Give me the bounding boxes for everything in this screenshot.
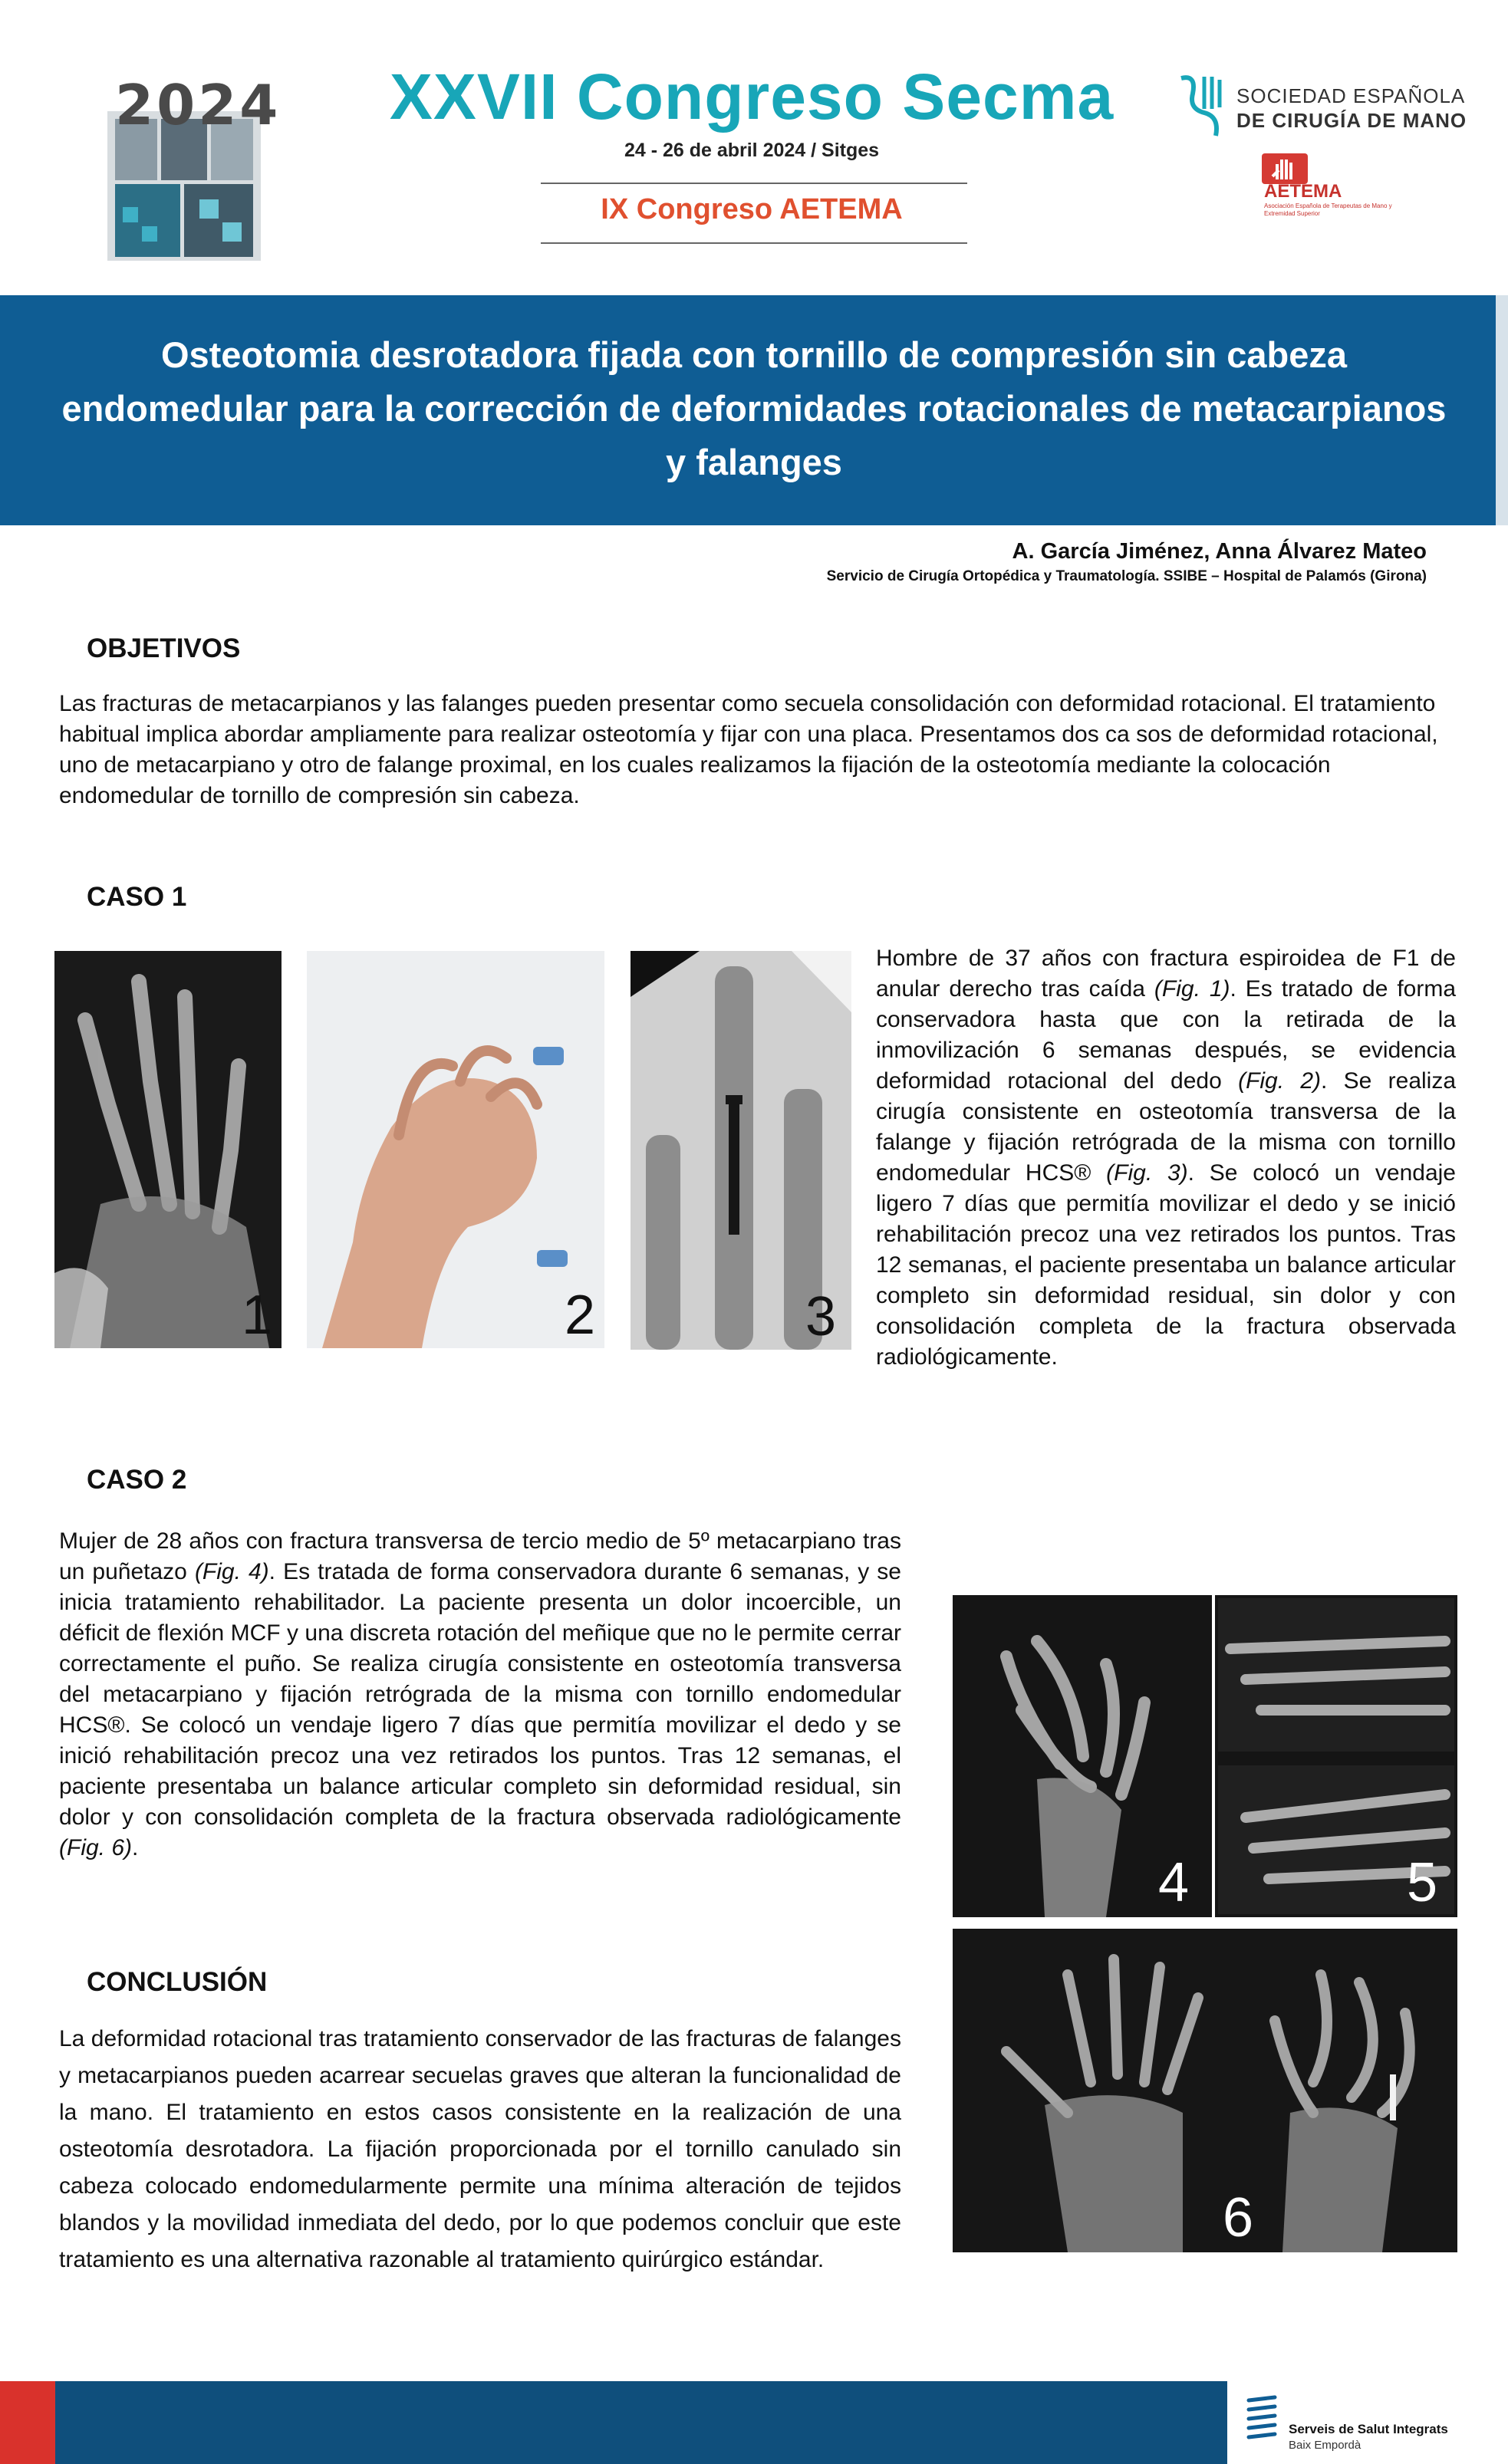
figure-5-xray xyxy=(1215,1595,1457,1917)
figure-label: 6 xyxy=(1223,2187,1254,2249)
poster-title: Osteotomia desrotadora fijada con tornillo de compresión sin cabeza endomedular para la corrección de deformidades rotacionales de metacarpianos y falanges xyxy=(61,334,1447,482)
objetivos-heading: OBJETIVOS xyxy=(87,633,241,663)
authors: A. García Jiménez, Anna Álvarez Mateo xyxy=(1012,539,1427,564)
figure-6-xray xyxy=(953,1929,1457,2252)
secma-logo-text: SOCIEDAD ESPAÑOLA xyxy=(1236,84,1466,107)
conclusion-heading: CONCLUSIÓN xyxy=(87,1967,268,1997)
conclusion-text: La deformidad rotacional tras tratamiento conservador de las fracturas de falanges y metacarpianos pueden acarrear secuelas graves que alteran la funcionalidad de la mano. El tratamiento en estos casos consistente en la realización de una osteotomía desrotadora. La fijación proporcionada por el tornillo canulado sin cabeza colocado endomedularmente permite una mínima alteración de tejidos blandos y la movilidad inmediata del dedo, por lo que podemos concluir que este tratamiento es una alternativa razonable al tratamiento quirúrgico estándar. xyxy=(59,2026,901,2272)
aetema-logo-desc: Asociación Española de Terapeutas de Mano y Extremidad Superior xyxy=(1264,202,1392,217)
ssibe-logo-icon xyxy=(1243,2391,1281,2449)
fig-ref: (Fig. 6) xyxy=(59,1835,133,1860)
fig-ref: (Fig. 2) xyxy=(1238,1068,1322,1094)
caso2-text-part: Mujer de 28 años con fractura transversa de tercio medio de 5º metacarpiano tras un puñetazo xyxy=(59,1528,901,1584)
caso2-text xyxy=(59,1526,901,1864)
aetema-logo-text: AETEMA xyxy=(1264,181,1342,202)
figure-label: 2 xyxy=(564,1285,595,1346)
title-band-edge xyxy=(1496,295,1508,525)
caso2-text-part: . xyxy=(132,1835,139,1860)
affiliation: Servicio de Cirugía Ortopédica y Traumatología. SSIBE – Hospital de Palamós (Girona) xyxy=(826,568,1427,584)
caso2-text-part: . Es tratada de forma conservadora durante 6 semanas, y se inicia tratamiento rehabilitador. La paciente presenta un dolor incoercible, un déficit de flexión MCF y una discreta rotación del meñique que no le permite cerrar correctamente el puño. Se realiza cirugía consistente en osteotomía transversa del metacarpiano y fijación retrógrada de la misma con tornillo endomedular HCS®. Se colocó un vendaje ligero 7 días que permitía movilizar el dedo y se inició rehabilitación precoz una vez retirados los puntos. Tras 12 semanas, el paciente presentaba un balance articular completo sin deformidad residual, sin dolor y con consolidación completa de la fractura observada radiológicamente xyxy=(59,1559,901,1830)
congress-title: XXVII Congreso Secma xyxy=(389,61,1115,133)
figure-1-xray xyxy=(54,951,282,1348)
figure-label: 4 xyxy=(1157,1852,1189,1913)
figure-label: 5 xyxy=(1406,1852,1437,1913)
caso1-heading: CASO 1 xyxy=(87,882,187,912)
caso1-text xyxy=(876,943,1456,1373)
fig-ref: (Fig. 1) xyxy=(1154,976,1230,1002)
figure-2-photo xyxy=(307,951,604,1348)
congress-dates: 24 - 26 de abril 2024 / Sitges xyxy=(624,140,880,161)
divider xyxy=(541,242,967,244)
caso1-text-part: . Se realiza cirugía consistente en osteotomía transversa de la falange y fijación retrógrada de la misma con tornillo endomedular HCS® xyxy=(876,1068,1457,1186)
congress-year: 2024 xyxy=(115,73,282,137)
figure-label: 1 xyxy=(241,1285,272,1346)
caso1-text-part: . Se colocó un vendaje ligero 7 días que permitía movilizar el dedo y se inició rehabilitación precoz una vez retirados los puntos. Tras 12 semanas, el paciente presentaba un balance articular completo sin deformidad residual, sin dolor y con consolidación completa de la fractura observada radiológicamente. xyxy=(876,1160,1456,1370)
fig-ref: (Fig. 3) xyxy=(1106,1160,1188,1186)
caso2-heading: CASO 2 xyxy=(87,1465,187,1495)
footer-logo-text: Serveis de Salut Integrats xyxy=(1289,2422,1448,2436)
footer-accent xyxy=(0,2381,55,2464)
footer-logo-subtext: Baix Empordà xyxy=(1289,2439,1361,2452)
aetema-hand-icon xyxy=(1262,153,1308,184)
divider xyxy=(541,183,967,184)
secma-logo-text: DE CIRUGÍA DE MANO xyxy=(1236,109,1467,132)
caso1-text-part: . Es tratado de forma conservadora hasta que con la retirada de la inmovilización 6 semanas después, se evidencia deformidad rotacional del dedo xyxy=(876,976,1457,1094)
congress-subtitle: IX Congreso AETEMA xyxy=(601,193,903,225)
figure-label: 3 xyxy=(805,1286,836,1347)
caso1-text-part: Hombre de 37 años con fractura espiroidea de F1 de anular derecho tras caída xyxy=(876,946,1456,1002)
figure-3-fluoroscopy xyxy=(631,951,851,1350)
fig-ref: (Fig. 4) xyxy=(194,1559,269,1584)
figure-4-xray xyxy=(953,1595,1212,1917)
objetivos-text: Las fracturas de metacarpianos y las falanges pueden presentar como secuela consolidación con deformidad rotacional. El tratamiento habitual implica abordar ampliamente para realizar osteotomía y fijar con una placa. Presentamos dos ca sos de deformidad rotacional, uno de metacarpiano y otro de falange proximal, en los cuales realizamos la fijación de la osteotomía mediante la colocación endomedular de tornillo de compresión sin cabeza. xyxy=(59,691,1438,808)
